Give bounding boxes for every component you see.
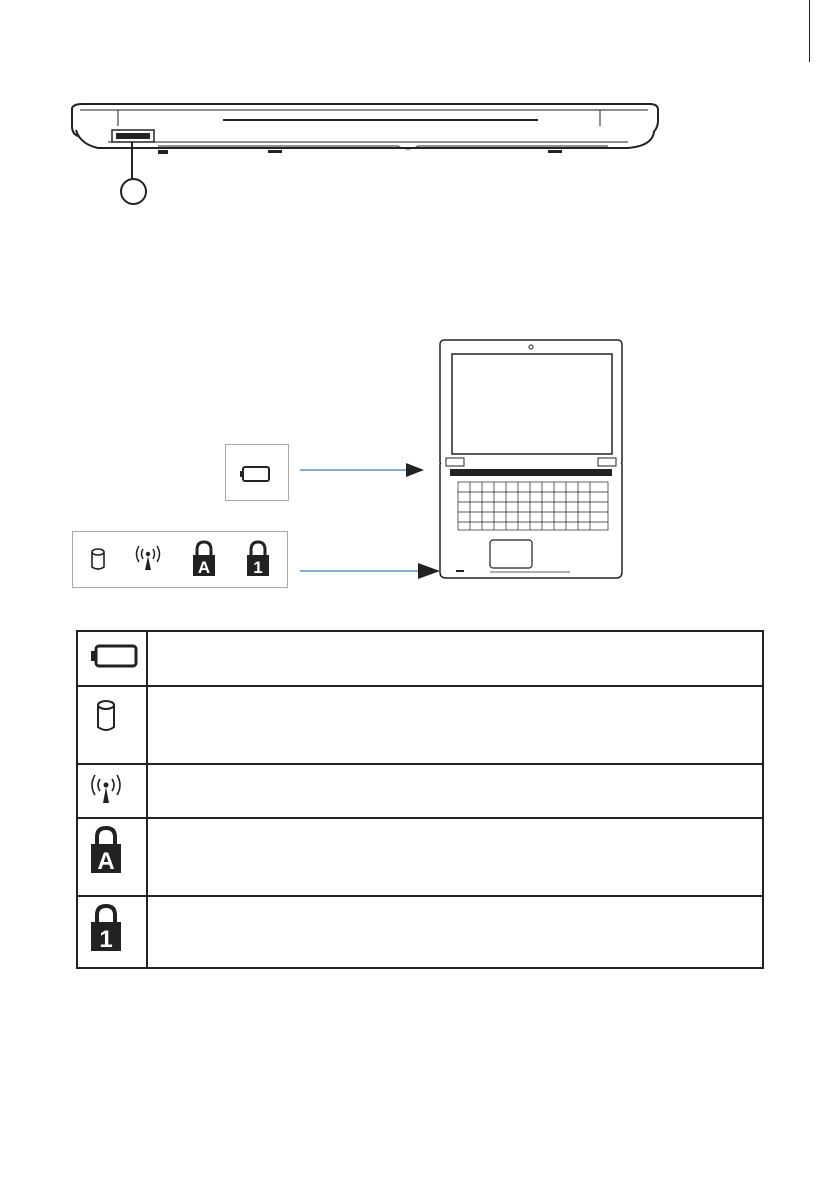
laptop-top-view [420,336,630,586]
hdd-icon [84,693,140,743]
legend-description [147,896,763,968]
table-row [77,686,763,764]
status-indicators-box [72,531,288,588]
num-lock-digit: 1 [253,558,263,577]
num-lock-icon [84,903,140,963]
num-lock-digit: 1 [99,926,113,953]
caps-lock-letter: A [197,558,211,577]
battery-indicator-box [225,444,289,501]
caps-lock-letter: A [97,848,115,875]
laptop-front-view [68,100,668,210]
legend-description [147,818,763,896]
num-lock-icon [247,542,269,577]
caps-lock-icon [193,542,215,577]
table-row [77,631,763,686]
hdd-icon [92,549,104,569]
wireless-icon [84,771,140,813]
crop-mark [809,0,810,62]
legend-description [147,686,763,764]
indicator-legend-table [76,630,764,969]
wireless-icon [137,546,160,570]
battery-icon [226,445,290,502]
table-row [77,818,763,896]
table-row [77,764,763,818]
callout-marker [120,178,147,205]
legend-description [147,764,763,818]
battery-icon [84,638,140,680]
legend-description [147,631,763,686]
table-row [77,896,763,968]
caps-lock-icon [84,825,140,885]
